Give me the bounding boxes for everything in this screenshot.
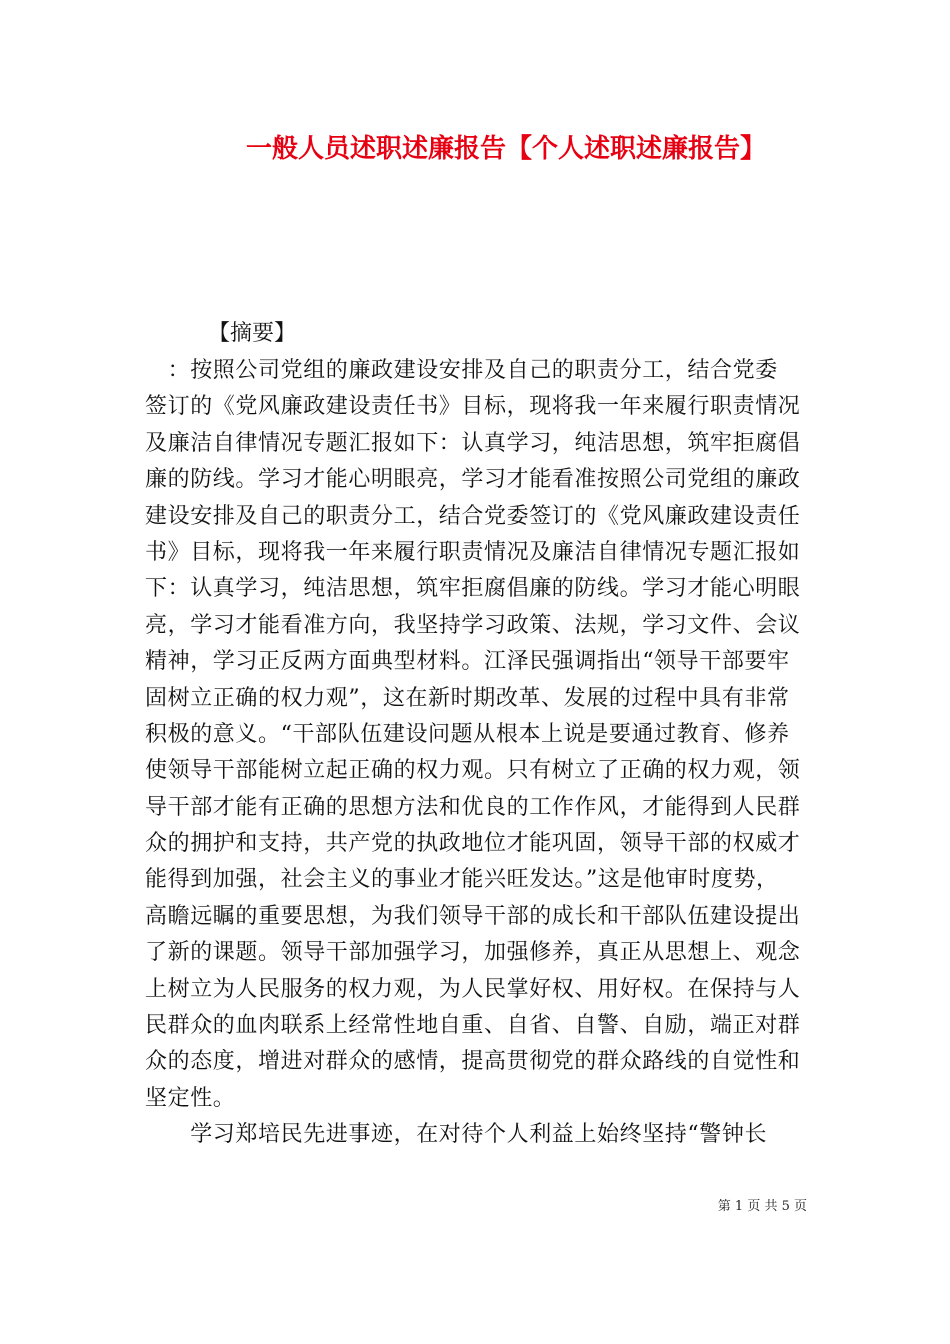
text-line: 使领导干部能树立起正确的权力观。只有树立了正确的权力观，领 (145, 758, 801, 784)
text-line: 学习郑培民先进事迹，在对待个人利益上始终坚持“警钟长 (145, 1122, 768, 1148)
text-line: 签订的《党风廉政建设责任书》目标，现将我一年来履行职责情况 (145, 394, 801, 420)
text-line: 建设安排及自己的职责分工，结合党委签订的《党风廉政建设责任 (145, 503, 801, 529)
text-line: 固树立正确的权力观”，这在新时期改革、发展的过程中具有非常 (145, 685, 790, 711)
text-line: 精神，学习正反两方面典型材料。江泽民强调指出“领导干部要牢 (145, 649, 790, 675)
document-title-text: 一般人员述职述廉报告【个人述职述廉报告】 (245, 134, 766, 164)
text-line: 及廉洁自律情况专题汇报如下：认真学习，纯洁思想，筑牢拒腐倡 (145, 430, 801, 456)
text-line: 民群众的血肉联系上经常性地自重、自省、自警、自励，端正对群 (145, 1013, 801, 1039)
body-text (145, 353, 810, 1154)
page-footer: 第 1 页 共 5 页 (717, 1199, 807, 1214)
text-line: 下：认真学习，纯洁思想，筑牢拒腐倡廉的防线。学习才能心明眼 (145, 576, 801, 602)
text-line: 坚定性。 (145, 1085, 236, 1111)
text-line: 亮，学习才能看准方向，我坚持学习政策、法规，学习文件、会议 (145, 612, 801, 638)
text-line: 了新的课题。领导干部加强学习，加强修养，真正从思想上、观念 (145, 940, 801, 966)
text-line: 众的拥护和支持，共产党的执政地位才能巩固，领导干部的权威才 (145, 831, 801, 857)
text-line: 积极的意义。“干部队伍建设问题从根本上说是要通过教育、修养 (145, 721, 790, 747)
text-line: 能得到加强，社会主义的事业才能兴旺发达。”这是他审时度势， (145, 867, 779, 893)
document-title (0, 131, 950, 167)
text-line: 众的态度，增进对群众的感情，提高贯彻党的群众路线的自觉性和 (145, 1049, 801, 1075)
text-line: ：按照公司党组的廉政建设安排及自己的职责分工，结合党委 (145, 358, 778, 383)
abstract-label: 【摘要】 (208, 321, 297, 346)
text-line: 上树立为人民服务的权力观，为人民掌好权、用好权。在保持与人 (145, 976, 801, 1002)
text-line: 导干部才能有正确的思想方法和优良的工作作风，才能得到人民群 (145, 794, 801, 820)
text-line: 高瞻远瞩的重要思想，为我们领导干部的成长和干部队伍建设提出 (145, 903, 801, 929)
text-line: 廉的防线。学习才能心明眼亮，学习才能看准按照公司党组的廉政 (145, 467, 801, 493)
text-line: 书》目标，现将我一年来履行职责情况及廉洁自律情况专题汇报如 (145, 539, 801, 565)
